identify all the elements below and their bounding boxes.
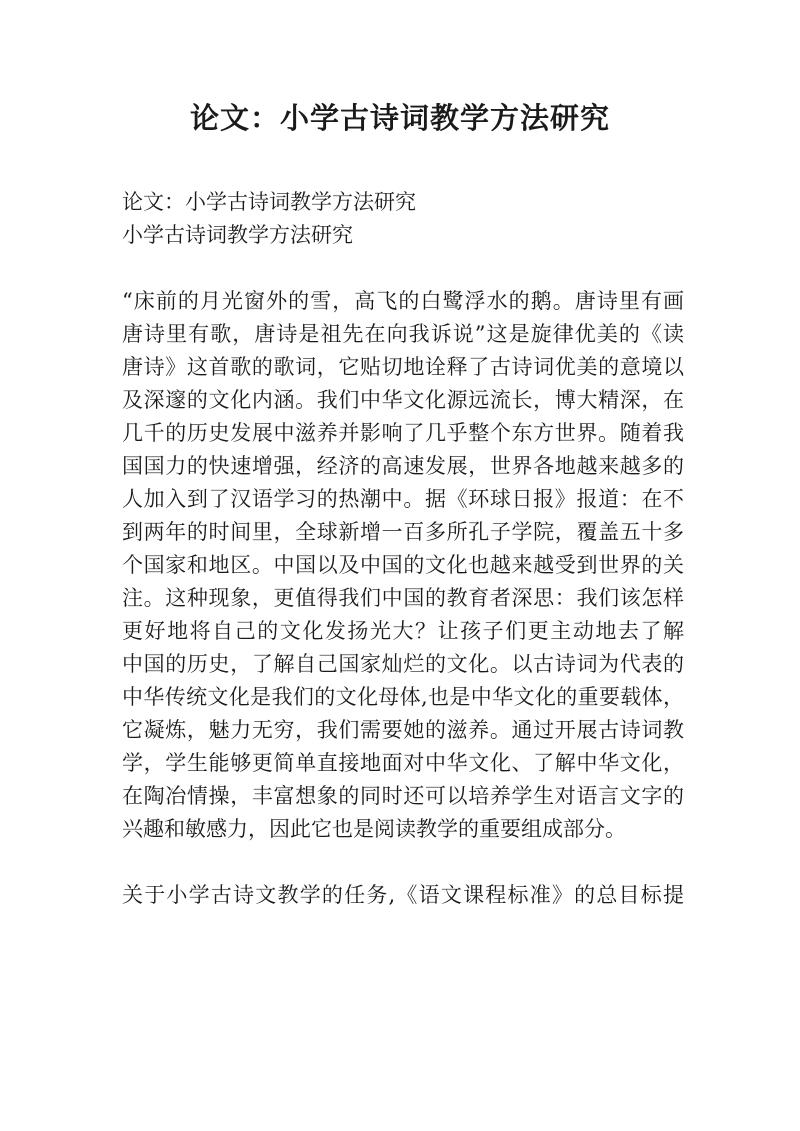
paragraph-line: 唐诗》这首歌的歌词，它贴切地诠释了古诗词优美的意境以 xyxy=(122,355,684,379)
paragraph-line: 兴趣和敏感力，因此它也是阅读教学的重要组成部分。 xyxy=(122,817,626,841)
paragraph-line: 几千的历史发展中滋养并影响了几乎整个东方世界。随着我 xyxy=(122,421,684,445)
paragraph-line: 及深邃的文化内涵。我们中华文化源远流长，博大精深，在 xyxy=(122,388,684,412)
header-line-2: 小学古诗词教学方法研究 xyxy=(122,223,353,247)
header-line-1: 论文：小学古诗词教学方法研究 xyxy=(122,190,416,214)
paragraph-line: 更好地将自己的文化发扬光大？让孩子们更主动地去了解 xyxy=(122,619,684,643)
paragraph-1 xyxy=(122,285,684,846)
paragraph-line: “床前的月光窗外的雪，高飞的白鹭浮水的鹅。唐诗里有画 xyxy=(122,289,684,313)
document-body xyxy=(122,186,684,912)
paragraph-line: 注。这种现象，更值得我们中国的教育者深思：我们该怎样 xyxy=(122,586,684,610)
paragraph-line: 在陶冶情操，丰富想象的同时还可以培养学生对语言文字的 xyxy=(122,784,684,808)
paragraph-line: 它凝炼，魅力无穷，我们需要她的滋养。通过开展古诗词教 xyxy=(122,718,684,742)
paragraph-line: 唐诗里有歌，唐诗是祖先在向我诉说”这是旋律优美的《读 xyxy=(122,322,684,346)
paragraph-line: 中国的历史，了解自己国家灿烂的文化。以古诗词为代表的 xyxy=(122,652,684,676)
paragraph-gap xyxy=(122,252,684,285)
paragraph-line: 关于小学古诗文教学的任务,《语文课程标准》的总目标提 xyxy=(122,883,684,907)
paragraph-line: 个国家和地区。中国以及中国的文化也越来越受到世界的关 xyxy=(122,553,684,577)
paragraph-2 xyxy=(122,879,684,912)
paragraph-gap xyxy=(122,846,684,879)
paragraph-line: 国国力的快速增强，经济的高速发展，世界各地越来越多的 xyxy=(122,454,684,478)
paragraph-line: 到两年的时间里，全球新增一百多所孔子学院，覆盖五十多 xyxy=(122,520,684,544)
paragraph-line: 学，学生能够更简单直接地面对中华文化、了解中华文化， xyxy=(122,751,684,775)
paragraph-line: 人加入到了汉语学习的热潮中。据《环球日报》报道：在不 xyxy=(122,487,684,511)
paragraph-line: 中华传统文化是我们的文化母体,也是中华文化的重要载体， xyxy=(122,685,684,709)
document-title: 论文：小学古诗词教学方法研究 xyxy=(189,101,610,135)
